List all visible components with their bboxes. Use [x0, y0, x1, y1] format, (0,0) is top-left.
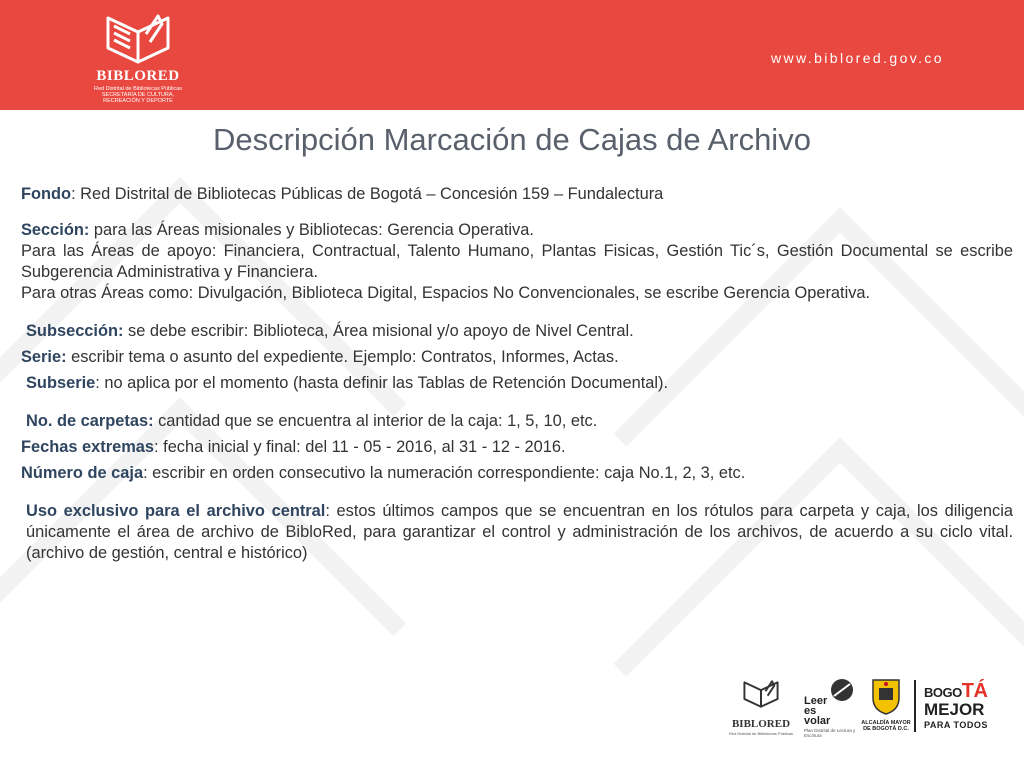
fechas-label: Fechas extremas [21, 438, 155, 456]
content-body [21, 184, 1013, 564]
footer-biblored-name: BIBLORED [731, 718, 791, 730]
leer-es-volar-logo[interactable] [804, 676, 862, 738]
footer-logos [728, 672, 1008, 762]
uso-text: : estos últimos campos que se encuentran en los rótulos para carpeta y caja, los diligencia únicamente el área de archivo de BibloRed, para garantizar el control y administración de los archivos, de acuerdo a su ciclo vital. (archivo de gestión, central e histórico) [26, 502, 1013, 562]
bogota-ta: TÁ [961, 680, 988, 702]
serie-text: escribir tema o asunto del expediente. Ejemplo: Contratos, Informes, Actas. [66, 348, 619, 366]
mejor-word: MEJOR [924, 700, 985, 719]
leer-text [804, 696, 830, 726]
subserie-label: Subserie [26, 374, 96, 392]
fechas-paragraph [21, 437, 1013, 458]
biblored-logo[interactable] [92, 10, 184, 102]
carpetas-label: No. de carpetas: [26, 412, 154, 430]
alcaldia-line-2: DE BOGOTÁ D.C. [863, 726, 909, 732]
subserie-paragraph [21, 373, 1013, 394]
header-banner [0, 0, 1024, 110]
seccion-paragraph [21, 220, 1013, 241]
book-icon [740, 674, 782, 714]
fechas-text: : fecha inicial y final: del 11 - 05 - 2016, al 31 - 12 - 2016. [154, 438, 566, 456]
serie-label: Serie: [21, 348, 67, 366]
seccion-text: para las Áreas misionales y Bibliotecas: Gerencia Operativa. [89, 221, 534, 239]
website-url[interactable]: www.biblored.gov.co [771, 50, 944, 66]
subserie-text: : no aplica por el momento (hasta definir las Tablas de Retención Documental). [95, 374, 669, 392]
logo-subtitle-line-1: Red Distrital de Bibliotecas Públicas [93, 86, 183, 92]
para-todos: PARA TODOS [924, 720, 988, 730]
logo-name: BIBLORED [96, 68, 180, 84]
leer-line-3: volar [804, 715, 831, 727]
footer-divider [914, 680, 916, 732]
uso-paragraph [21, 501, 1013, 564]
open-book-icon [100, 10, 176, 68]
seccion-label: Sección: [21, 221, 90, 239]
bogota-word-part: BOGO [924, 685, 962, 700]
alcaldia-logo[interactable] [858, 674, 914, 740]
numero-paragraph [21, 463, 1013, 484]
seccion-otras-paragraph: Para otras Áreas como: Divulgación, Biblioteca Digital, Espacios No Convencionales, se escribe Gerencia Operativa. [21, 284, 871, 302]
leer-subtitle: Plan Distrital de Lectura y Escritura [804, 728, 856, 738]
serie-paragraph [21, 347, 1013, 368]
leer-line-1: Leer [804, 695, 828, 707]
fondo-label: Fondo [21, 185, 72, 203]
seccion-apoyo-paragraph: Para las Áreas de apoyo: Financiera, Contractual, Talento Humano, Plantas Fisicas, Gestión Tic´s, Gestión Documental se escribe Subgerencia Administrativa y Financiera. [21, 242, 1013, 281]
coat-of-arms-icon [870, 676, 902, 716]
footer-biblored-sub: Red Distrital de Bibliotecas Públicas [728, 731, 794, 736]
alcaldia-line-1: ALCALDÍA MAYOR [861, 720, 911, 726]
numero-label: Número de caja [21, 464, 144, 482]
page-title: Descripción Marcación de Cajas de Archivo [213, 122, 811, 157]
carpetas-paragraph [21, 411, 1013, 432]
alcaldia-text [858, 720, 914, 732]
logo-subtitle [92, 86, 184, 104]
logo-subtitle-line-2: SECRETARÍA DE CULTURA, RECREACIÓN Y DEPORTE [101, 92, 175, 104]
fondo-paragraph [21, 184, 1013, 205]
fondo-text: : Red Distrital de Bibliotecas Públicas de Bogotá – Concesión 159 – Fundalectura [71, 185, 664, 203]
leer-line-2: es [804, 705, 817, 717]
subseccion-paragraph [21, 321, 1013, 342]
footer-biblored-logo[interactable] [728, 672, 794, 738]
bogota-mejor-logo[interactable] [924, 680, 1008, 736]
uso-label: Uso exclusivo para el archivo central [26, 502, 326, 520]
subseccion-label: Subsección: [26, 322, 124, 340]
subseccion-text: se debe escribir: Biblioteca, Área misional y/o apoyo de Nivel Central. [123, 322, 634, 340]
numero-text: : escribir en orden consecutivo la numeración correspondiente: caja No.1, 2, 3, etc. [143, 464, 746, 482]
bird-icon [826, 676, 856, 706]
carpetas-text: cantidad que se encuentra al interior de la caja: 1, 5, 10, etc. [153, 412, 598, 430]
